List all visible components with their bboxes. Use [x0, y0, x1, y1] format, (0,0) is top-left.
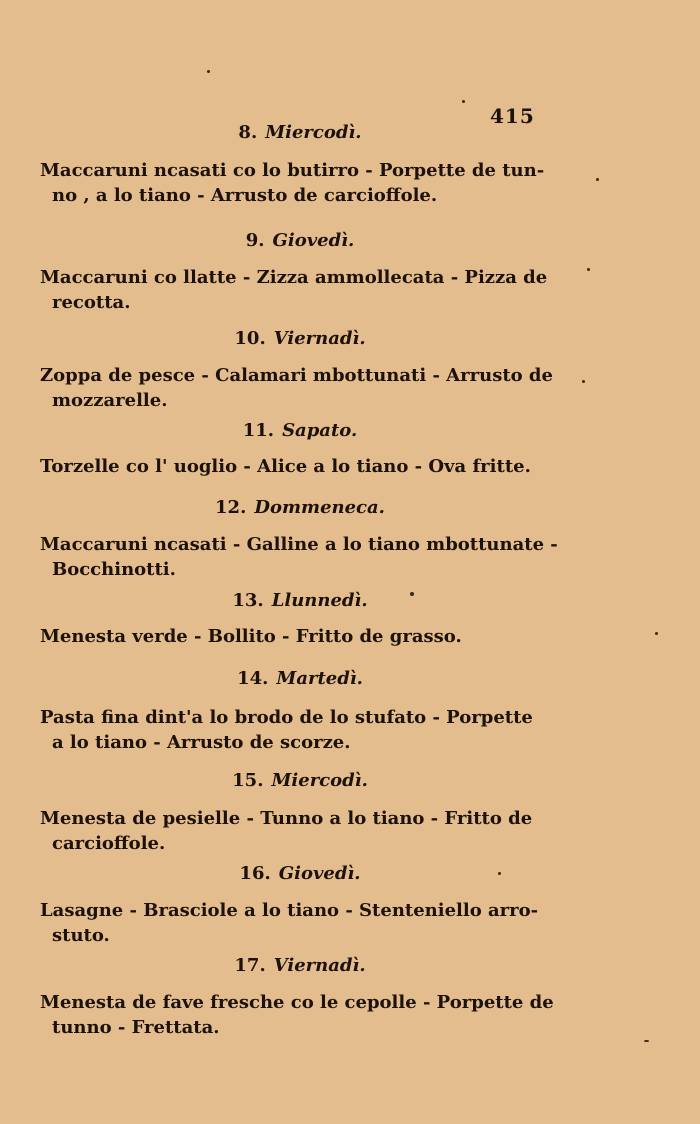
day-heading: [0, 420, 600, 441]
day-heading: [0, 668, 600, 689]
day-number: 15.: [232, 770, 264, 791]
menu-entry: [40, 532, 565, 582]
day-number: 16.: [239, 863, 271, 884]
menu-line: Pasta fina dint'a lo brodo de lo stufato - Porpette: [40, 707, 533, 728]
menu-entry: [40, 265, 565, 315]
day-name: Giovedì.: [278, 863, 361, 884]
day-heading: [0, 122, 600, 143]
day-number: 13.: [232, 590, 264, 611]
day-number: 11.: [242, 420, 275, 441]
day-number: 12.: [215, 497, 247, 518]
menu-entry: [40, 454, 565, 479]
day-heading: [0, 497, 600, 518]
day-name: Giovedì.: [272, 230, 355, 251]
menu-line: Menesta de fave fresche co le cepolle - Porpette de: [40, 992, 554, 1013]
paper-speck: [207, 70, 210, 73]
day-name: Llunnedì.: [271, 590, 368, 611]
day-heading: [0, 590, 600, 611]
day-name: Martedì.: [276, 668, 363, 689]
menu-entry: [40, 363, 565, 413]
day-name: Viernadì.: [273, 328, 366, 349]
paper-speck: [587, 268, 590, 271]
menu-line: Lasagne - Brasciole a lo tiano - Stenteniello arro-: [40, 900, 539, 921]
day-heading: [0, 230, 600, 251]
menu-entry: [40, 806, 565, 856]
menu-line: Torzelle co l' uoglio - Alice a lo tiano - Ova fritte.: [40, 456, 531, 477]
paper-speck: [655, 632, 658, 635]
day-number: 9.: [245, 230, 265, 251]
day-heading: [0, 955, 600, 976]
day-heading: [0, 863, 600, 884]
menu-line-continued: no , a lo tiano - Arrusto de carcioffole.: [52, 185, 438, 206]
menu-line-continued: a lo tiano - Arrusto de scorze.: [52, 732, 351, 753]
menu-line-continued: tunno - Frettata.: [52, 1017, 220, 1038]
menu-entry: [40, 898, 565, 948]
day-name: Dommeneca.: [254, 497, 385, 518]
menu-entry: [40, 158, 565, 208]
day-heading: [0, 770, 600, 791]
day-number: 8.: [238, 122, 258, 143]
day-number: 14.: [237, 668, 269, 689]
menu-line-continued: carcioffole.: [52, 833, 166, 854]
menu-entry: [40, 624, 565, 649]
day-heading: [0, 328, 600, 349]
paper-speck: [582, 380, 585, 383]
menu-entry: [40, 705, 565, 755]
menu-line: Maccaruni co llatte - Zizza ammollecata - Pizza de: [40, 267, 548, 288]
page-number: 415: [490, 104, 535, 128]
menu-line: Menesta de pesielle - Tunno a lo tiano - Fritto de: [40, 808, 533, 829]
menu-line-continued: recotta.: [52, 292, 131, 313]
paper-speck: [410, 592, 414, 596]
day-name: Miercodì.: [271, 770, 368, 791]
menu-line-continued: mozzarelle.: [52, 390, 168, 411]
menu-line: Zoppa de pesce - Calamari mbottunati - Arrusto de: [40, 365, 553, 386]
day-name: Sapato.: [282, 420, 358, 441]
menu-line-continued: Bocchinotti.: [52, 559, 176, 580]
menu-line-continued: stuto.: [52, 925, 110, 946]
paper-speck: [462, 100, 465, 103]
day-number: 17.: [234, 955, 266, 976]
menu-line: Maccaruni ncasati - Galline a lo tiano mbottunate -: [40, 534, 558, 555]
day-name: Viernadì.: [273, 955, 366, 976]
day-name: Miercodì.: [265, 122, 362, 143]
paper-speck: [644, 1040, 649, 1042]
paper-speck: [498, 872, 501, 875]
paper-speck: [596, 178, 599, 181]
day-number: 10.: [234, 328, 266, 349]
menu-line: Menesta verde - Bollito - Fritto de grasso.: [40, 626, 462, 647]
menu-entry: [40, 990, 565, 1040]
menu-line: Maccaruni ncasati co lo butirro - Porpette de tun-: [40, 160, 545, 181]
